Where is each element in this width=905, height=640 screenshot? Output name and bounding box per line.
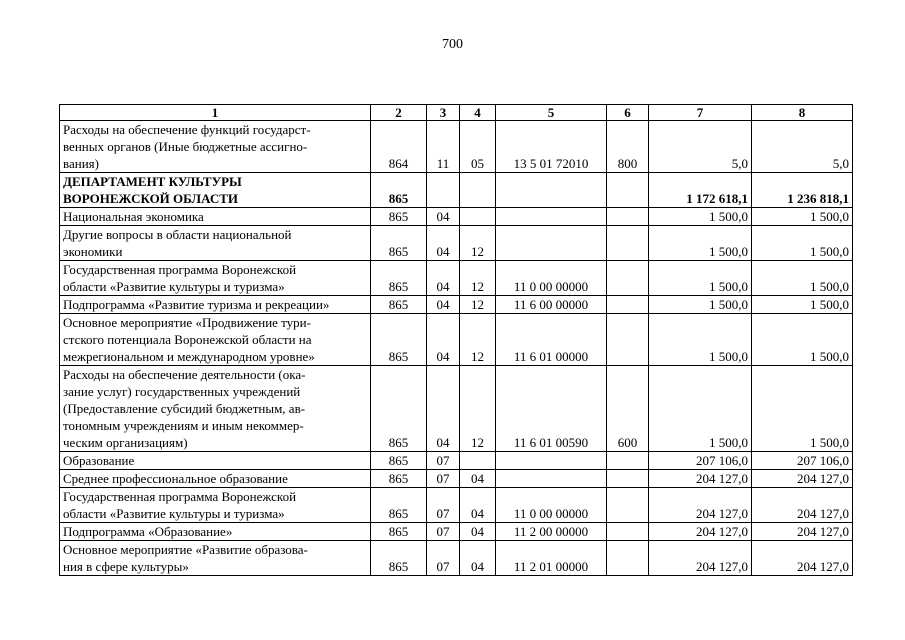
- ministry-code-cell: 865: [371, 366, 427, 452]
- column-header: 1: [60, 105, 371, 121]
- amount-year1-cell: 1 500,0: [649, 366, 752, 452]
- table-row: [60, 208, 853, 226]
- expense-type-cell: [607, 261, 649, 296]
- item-name-cell: Расходы на обеспечение деятельности (ока- зание услуг) государственных учреждений (Предоставление субсидий бюджетным, ав- тономным учреждениям и иным некоммер- ческим организациям): [60, 366, 371, 452]
- ministry-code-cell: 864: [371, 121, 427, 173]
- budget-table: [59, 104, 853, 576]
- subsection-cell: 04: [460, 523, 496, 541]
- subsection-cell: 12: [460, 226, 496, 261]
- section-cell: 07: [427, 541, 460, 576]
- subsection-cell: 12: [460, 261, 496, 296]
- amount-year2-cell: 207 106,0: [752, 452, 853, 470]
- amount-year1-cell: 1 500,0: [649, 314, 752, 366]
- subsection-cell: 12: [460, 366, 496, 452]
- column-header: 6: [607, 105, 649, 121]
- section-cell: 04: [427, 261, 460, 296]
- amount-year2-cell: 1 500,0: [752, 296, 853, 314]
- column-header: 7: [649, 105, 752, 121]
- item-name-cell: Среднее профессиональное образование: [60, 470, 371, 488]
- table-row: [60, 366, 853, 452]
- header-row: [60, 105, 853, 121]
- amount-year1-cell: 1 500,0: [649, 208, 752, 226]
- expense-type-cell: 600: [607, 366, 649, 452]
- target-article-cell: [496, 173, 607, 208]
- ministry-code-cell: 865: [371, 523, 427, 541]
- subsection-cell: 05: [460, 121, 496, 173]
- target-article-cell: [496, 470, 607, 488]
- item-name-cell: Национальная экономика: [60, 208, 371, 226]
- section-cell: 04: [427, 296, 460, 314]
- ministry-code-cell: 865: [371, 261, 427, 296]
- amount-year2-cell: 204 127,0: [752, 470, 853, 488]
- subsection-cell: 12: [460, 296, 496, 314]
- amount-year1-cell: 204 127,0: [649, 523, 752, 541]
- expense-type-cell: [607, 488, 649, 523]
- item-name-cell: Основное мероприятие «Продвижение тури- стского потенциала Воронежской области на межрегиональном и международном уровне»: [60, 314, 371, 366]
- amount-year2-cell: 1 500,0: [752, 226, 853, 261]
- column-header: 5: [496, 105, 607, 121]
- column-header: 3: [427, 105, 460, 121]
- ministry-code-cell: 865: [371, 488, 427, 523]
- expense-type-cell: [607, 523, 649, 541]
- amount-year1-cell: 204 127,0: [649, 488, 752, 523]
- amount-year1-cell: 1 500,0: [649, 261, 752, 296]
- section-cell: 07: [427, 452, 460, 470]
- expense-type-cell: [607, 226, 649, 261]
- section-cell: 11: [427, 121, 460, 173]
- amount-year2-cell: 204 127,0: [752, 523, 853, 541]
- target-article-cell: 11 2 01 00000: [496, 541, 607, 576]
- amount-year1-cell: 1 500,0: [649, 226, 752, 261]
- section-cell: 07: [427, 523, 460, 541]
- amount-year2-cell: 1 500,0: [752, 261, 853, 296]
- amount-year1-cell: 207 106,0: [649, 452, 752, 470]
- target-article-cell: 11 0 00 00000: [496, 488, 607, 523]
- expense-type-cell: [607, 173, 649, 208]
- table-row: [60, 488, 853, 523]
- amount-year2-cell: 204 127,0: [752, 541, 853, 576]
- target-article-cell: 13 5 01 72010: [496, 121, 607, 173]
- item-name-cell: ДЕПАРТАМЕНТ КУЛЬТУРЫ ВОРОНЕЖСКОЙ ОБЛАСТИ: [60, 173, 371, 208]
- amount-year1-cell: 1 500,0: [649, 296, 752, 314]
- section-cell: 07: [427, 488, 460, 523]
- amount-year2-cell: 1 500,0: [752, 366, 853, 452]
- target-article-cell: 11 6 01 00000: [496, 314, 607, 366]
- amount-year2-cell: 5,0: [752, 121, 853, 173]
- target-article-cell: 11 6 00 00000: [496, 296, 607, 314]
- table-row: [60, 226, 853, 261]
- section-cell: 04: [427, 314, 460, 366]
- amount-year1-cell: 5,0: [649, 121, 752, 173]
- subsection-cell: 04: [460, 470, 496, 488]
- subsection-cell: 04: [460, 541, 496, 576]
- column-header: 8: [752, 105, 853, 121]
- ministry-code-cell: 865: [371, 296, 427, 314]
- table-row: [60, 121, 853, 173]
- column-header: 4: [460, 105, 496, 121]
- ministry-code-cell: 865: [371, 314, 427, 366]
- subsection-cell: [460, 208, 496, 226]
- expense-type-cell: [607, 541, 649, 576]
- table-body: [60, 121, 853, 576]
- table-row: [60, 523, 853, 541]
- target-article-cell: [496, 226, 607, 261]
- item-name-cell: Основное мероприятие «Развитие образова- ния в сфере культуры»: [60, 541, 371, 576]
- subsection-cell: 04: [460, 488, 496, 523]
- column-header: 2: [371, 105, 427, 121]
- section-cell: 04: [427, 208, 460, 226]
- table-row: [60, 173, 853, 208]
- expense-type-cell: 800: [607, 121, 649, 173]
- section-cell: 04: [427, 226, 460, 261]
- target-article-cell: [496, 452, 607, 470]
- table-row: [60, 541, 853, 576]
- expense-type-cell: [607, 208, 649, 226]
- amount-year2-cell: 1 500,0: [752, 208, 853, 226]
- amount-year1-cell: 204 127,0: [649, 541, 752, 576]
- target-article-cell: 11 6 01 00590: [496, 366, 607, 452]
- amount-year2-cell: 204 127,0: [752, 488, 853, 523]
- ministry-code-cell: 865: [371, 226, 427, 261]
- item-name-cell: Другие вопросы в области национальной экономики: [60, 226, 371, 261]
- expense-type-cell: [607, 314, 649, 366]
- ministry-code-cell: 865: [371, 173, 427, 208]
- ministry-code-cell: 865: [371, 452, 427, 470]
- amount-year2-cell: 1 500,0: [752, 314, 853, 366]
- target-article-cell: [496, 208, 607, 226]
- subsection-cell: [460, 452, 496, 470]
- amount-year1-cell: 204 127,0: [649, 470, 752, 488]
- section-cell: 07: [427, 470, 460, 488]
- amount-year1-cell: 1 172 618,1: [649, 173, 752, 208]
- item-name-cell: Государственная программа Воронежской области «Развитие культуры и туризма»: [60, 261, 371, 296]
- section-cell: [427, 173, 460, 208]
- target-article-cell: 11 2 00 00000: [496, 523, 607, 541]
- table-row: [60, 261, 853, 296]
- item-name-cell: Расходы на обеспечение функций государст- венных органов (Иные бюджетные ассигно- вания): [60, 121, 371, 173]
- item-name-cell: Государственная программа Воронежской области «Развитие культуры и туризма»: [60, 488, 371, 523]
- target-article-cell: 11 0 00 00000: [496, 261, 607, 296]
- table-row: [60, 452, 853, 470]
- expense-type-cell: [607, 296, 649, 314]
- ministry-code-cell: 865: [371, 541, 427, 576]
- page-number: 700: [442, 37, 463, 52]
- ministry-code-cell: 865: [371, 470, 427, 488]
- item-name-cell: Подпрограмма «Образование»: [60, 523, 371, 541]
- ministry-code-cell: 865: [371, 208, 427, 226]
- expense-type-cell: [607, 470, 649, 488]
- item-name-cell: Образование: [60, 452, 371, 470]
- table-row: [60, 314, 853, 366]
- expense-type-cell: [607, 452, 649, 470]
- amount-year2-cell: 1 236 818,1: [752, 173, 853, 208]
- item-name-cell: Подпрограмма «Развитие туризма и рекреации»: [60, 296, 371, 314]
- table-row: [60, 296, 853, 314]
- subsection-cell: 12: [460, 314, 496, 366]
- section-cell: 04: [427, 366, 460, 452]
- table-row: [60, 470, 853, 488]
- subsection-cell: [460, 173, 496, 208]
